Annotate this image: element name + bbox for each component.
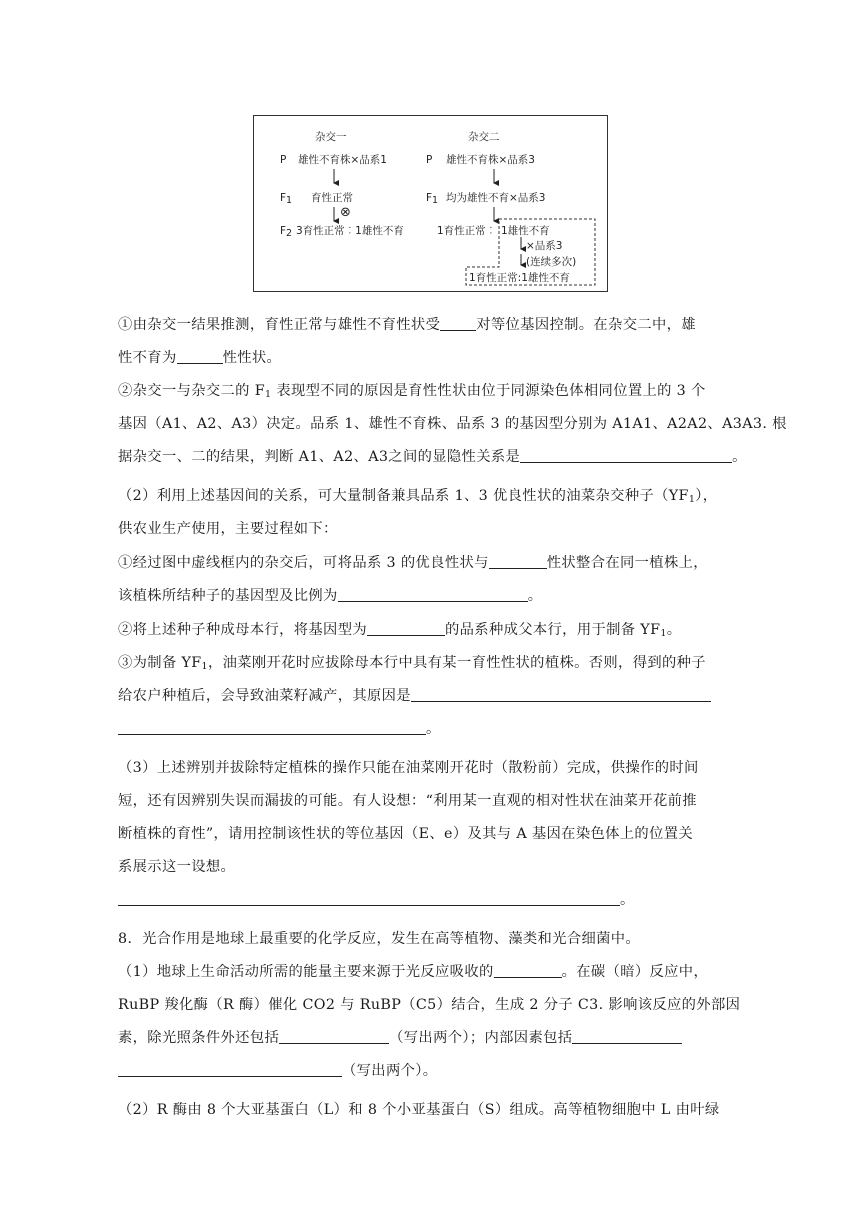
q8-2-line1: （2）R 酶由 8 个大亚基蛋白（L）和 8 个小亚基蛋白（S）组成。高等植物细胞中 L 由叶绿 <box>118 1102 720 1118</box>
q1-1-line1: ①由杂交一结果推测，育性正常与雄性不育性状受 对等位基因控制。在杂交二中，雄 <box>118 317 696 333</box>
cross1-p-text: 雄性不育株×品系1 <box>298 154 387 166</box>
q2-3-line1: ③为制备 $YF_1$，油菜刚开花时应拔除母本行中具有某一育性性状的植株。否则，得到的种子 <box>118 655 706 672</box>
selfing-symbol: ⊗ <box>340 205 351 220</box>
q3-line3: 断植株的育性”，请用控制该性状的等位基因（E、e）及其与 A 基因在染色体上的位置关 <box>118 826 694 842</box>
q8-1-line2: RuBP 羧化酶（R 酶）催化 CO2 与 RuBP（C5）结合，生成 2 分子 C3. 影响该反应的外部因 <box>118 997 741 1013</box>
cross1-f2-text: 3育性正常︰1雄性不育 <box>296 225 404 237</box>
blank <box>520 447 732 463</box>
cross2-title: 杂交二 <box>468 131 500 143</box>
q2-2-line: ②将上述种子种成母本行，将基因型为 的品系种成父本行，用于制备 $YF_1$。 <box>118 622 682 639</box>
cross2-repeat-text: (连续多次) <box>526 256 577 268</box>
blank <box>338 586 528 602</box>
q2-1-line1: ①经过图中虚线框内的杂交后，可将品系 3 的优良性状与 性状整合在同一植株上， <box>118 555 708 571</box>
blank <box>411 686 711 702</box>
q2-3-line2: 给农户种植后，会导致油菜籽减产，其原因是 <box>118 682 730 710</box>
blank <box>367 620 445 636</box>
blank <box>572 1028 682 1044</box>
cross2-f1-label: $F_1$ <box>426 192 439 206</box>
cross1-f1-label: $F_1$ <box>280 192 293 206</box>
cross2-result-left: 1育性正常︰ <box>437 225 497 237</box>
q1-2-line1: ②杂交一与杂交二的 $F_1$ 表现型不同的原因是育性性状由位于同源染色体相同位置上的 3 个 <box>118 383 706 400</box>
q8-title: 8．光合作用是地球上最重要的化学反应，发生在高等植物、藻类和光合细菌中。 <box>118 931 641 947</box>
blank <box>440 315 476 331</box>
q3-line5: 。 <box>118 886 730 914</box>
q1-1-line2: 性不育为 性性状。 <box>118 350 282 366</box>
blank <box>494 962 562 978</box>
cross1-f1-text: 育性正常 <box>311 192 353 204</box>
q3-line2: 短，还有因辨别失误而漏拔的可能。有人设想：“利用某一直观的相对性状在油菜开花前推 <box>118 793 697 809</box>
cross-diagram <box>253 115 608 292</box>
blank <box>118 890 620 906</box>
blank <box>177 348 223 364</box>
blank <box>118 719 426 735</box>
cross1-title: 杂交一 <box>315 131 347 143</box>
cross2-f1-text: 均为雄性不育×品系3 <box>446 192 546 204</box>
q3-line4: 系展示这一设想。 <box>118 859 236 875</box>
cross2-p-label: P <box>426 154 433 166</box>
blank <box>118 1061 342 1077</box>
q2-line1: （2）利用上述基因间的关系，可大量制备兼具品系 1、3 优良性状的油菜杂交种子$(YF_1)$， <box>118 488 718 505</box>
q2-line2: 供农业生产使用，主要过程如下： <box>118 521 338 537</box>
q2-1-line2: 该植株所结种子的基因型及比例为 。 <box>118 588 543 604</box>
cross2-result-right: 1雄性不育 <box>501 225 550 237</box>
q1-2-line2: 基因（A1、A2、A3）决定。品系 1、雄性不育株、品系 3 的基因型分别为 A1A1、A2A2、A3A3. 根 <box>118 416 787 432</box>
cross2-final-text: 1育性正常:1雄性不育 <box>469 272 570 284</box>
q8-1-line3: 素，除光照条件外还包括 （写出两个）；内部因素包括 <box>118 1024 730 1052</box>
q8-1-line4: （写出两个）。 <box>118 1057 730 1085</box>
cross1-f2-label: $F_2$ <box>280 225 293 239</box>
blank <box>279 1028 389 1044</box>
q2-3-line3: 。 <box>118 715 730 743</box>
q3-line1: （3）上述辨别并拔除特定植株的操作只能在油菜刚开花时（散粉前）完成，供操作的时间 <box>118 760 699 776</box>
q1-2-line3: 据杂交一、二的结果，判断 A1、A2、A3之间的显隐性关系是 。 <box>118 449 747 465</box>
q8-1-line1: （1）地球上生命活动所需的能量主要来源于光反应吸收的 。在碳（暗）反应中， <box>118 964 709 980</box>
cross2-p-text: 雄性不育株×品系3 <box>446 154 535 166</box>
blank <box>489 553 547 569</box>
cross2-backcross-text: ×品系3 <box>526 240 563 252</box>
cross1-p-label: P <box>280 154 287 166</box>
